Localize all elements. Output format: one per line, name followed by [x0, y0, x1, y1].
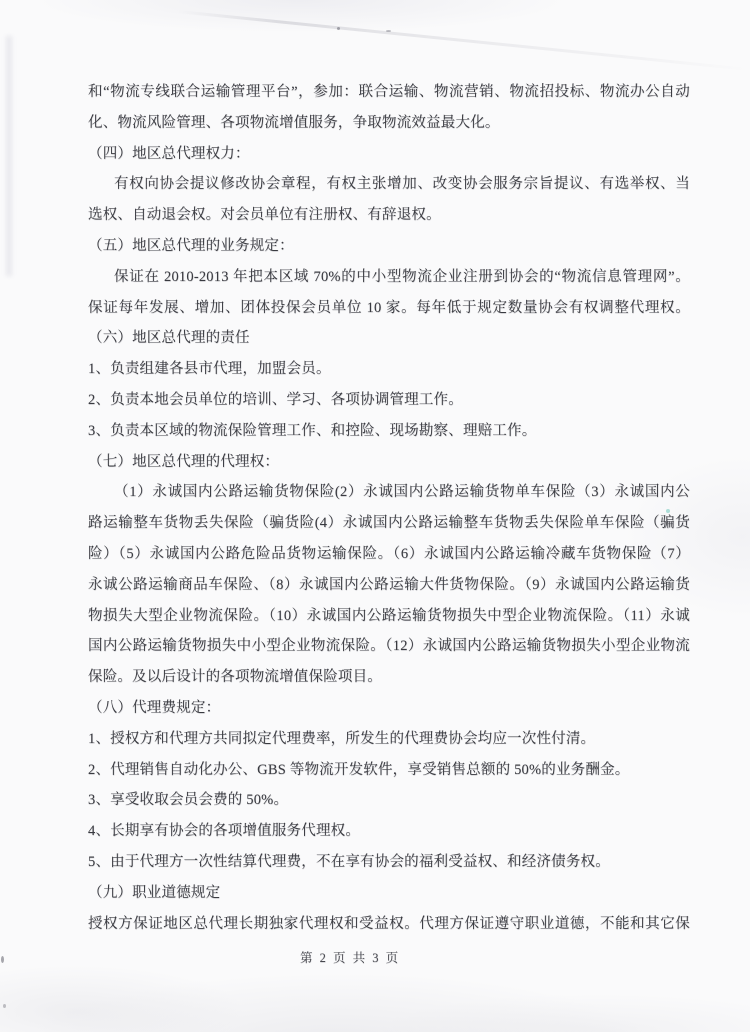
ink-speck [386, 30, 391, 32]
text-line: 5、由于代理方一次性结算代理费，不在享有协会的福利受益权、和经济债务权。 [88, 853, 610, 870]
scan-edge-artifact [6, 36, 12, 276]
text-line: 3、享受收取会员会费的 50%。 [88, 792, 289, 809]
text-line: 2、负责本地会员单位的培训、学习、各项协调管理工作。 [88, 391, 463, 408]
ink-speck [1, 956, 4, 963]
text-line: 和“物流专线联合运输管理平台”，参加：联合运输、物流营销、物流招投标、物流办公自动 [88, 84, 690, 100]
text-line: （五）地区总代理的业务规定： [88, 237, 294, 254]
text-line: 物损失大型企业物流保险。（10）永诚国内公路运输货物损失中型企业物流保险。（11）永诚 [88, 607, 690, 624]
text-line: 1、授权方和代理方共同拟定代理费率，所发生的代理费协会均应一次性付清。 [88, 730, 596, 747]
text-line: （1）永诚国内公路运输货物保险(2）永诚国内公路运输货物单车保险（3）永诚国内公 [114, 484, 690, 501]
text-line: 保险。及以后设计的各项物流增值保险项目。 [88, 669, 382, 686]
document-body [88, 77, 690, 939]
text-line: 1、负责组建各县市代理，加盟会员。 [88, 361, 331, 378]
paper-crease-artifact [178, 10, 750, 71]
text-line: 险）（5）永诚国内公路危险品货物运输保险。（6）永诚国内公路运输冷藏车货物保险（7） [88, 545, 690, 562]
text-line: 保证在 2010-2013 年把本区域 70%的中小型物流企业注册到协会的“物流信息管理网”。 [114, 268, 690, 285]
text-line: 国内公路运输货物损失中小型企业物流保险。（12）永诚国内公路运输货物损失小型企业物流 [88, 638, 690, 655]
text-line: 永诚公路运输商品车保险、（8）永诚国内公路运输大件货物保险。（9）永诚国内公路运输货 [88, 576, 690, 593]
text-line: （九）职业道德规定 [88, 884, 221, 901]
text-line: 选权、自动退会权。对会员单位有注册权、有辞退权。 [88, 207, 441, 224]
text-line: 化、物流风险管理、各项物流增值服务，争取物流效益最大化。 [88, 114, 500, 131]
ink-speck [337, 27, 340, 30]
text-line: 4、长期享有协会的各项增值服务代理权。 [88, 823, 361, 840]
text-line: 保证每年发展、增加、团体投保会员单位 10 家。每年低于规定数量协会有权调整代理权。 [88, 299, 690, 316]
text-line: 路运输整车货物丢失保险（骗货险(4）永诚国内公路运输整车货物丢失保险单车保险（骗货 [88, 515, 690, 532]
text-line: （七）地区总代理的代理权： [88, 453, 280, 470]
text-line: （八）代理费规定： [88, 699, 221, 716]
text-line: 有权向协会提议修改协会章程，有权主张增加、改变协会服务宗旨提议、有选举权、当 [114, 176, 690, 193]
text-line: 授权方保证地区总代理长期独家代理权和受益权。代理方保证遵守职业道德，不能和其它保 [88, 915, 690, 932]
ink-speck [3, 1004, 6, 1008]
text-line: （四）地区总代理权力： [88, 145, 250, 162]
page-number-footer: 第 2 页 共 3 页 [300, 951, 401, 965]
text-line: 3、负责本区域的物流保险管理工作、和控险、现场勘察、理赔工作。 [88, 422, 537, 439]
text-line: 2、代理销售自动化办公、GBS 等物流开发软件，享受销售总额的 50%的业务酬金。 [88, 761, 630, 778]
text-line: （六）地区总代理的责任 [88, 330, 250, 347]
